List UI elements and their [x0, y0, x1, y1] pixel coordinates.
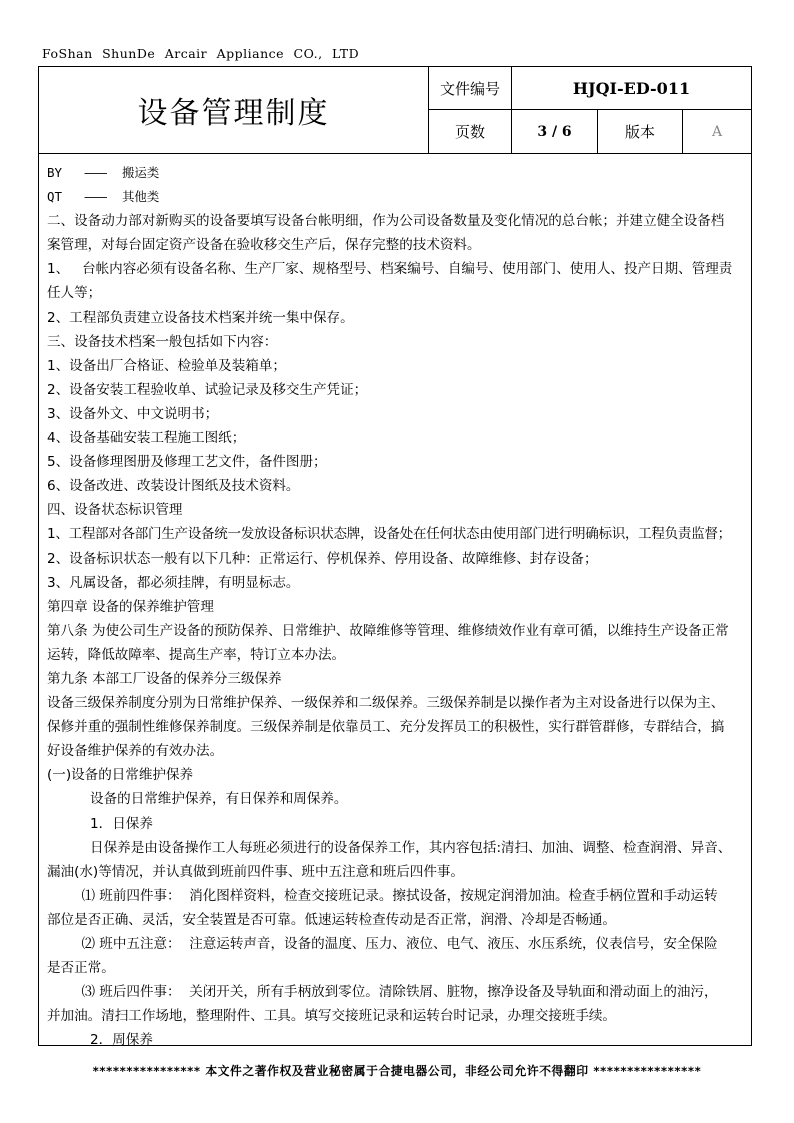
version-value: A	[711, 123, 723, 140]
body-line: 三、设备技术档案一般包括如下内容：	[47, 333, 278, 350]
body-line: 3、凡属设备，都必须挂牌，有明显标志。	[47, 574, 300, 591]
body-line: 2、设备安装工程验收单、试验记录及移交生产凭证；	[47, 381, 368, 398]
body-line: 是否正常。	[47, 960, 115, 977]
body-line: 并加油。清扫工作场地，整理附件、工具。填写交接班记录和运转台时记录，办理交接班手续。	[47, 1008, 616, 1025]
body-line: 设备的日常维护保养，有日保养和周保养。	[47, 791, 348, 808]
body-line: 日保养是由设备操作工人每班必须进行的设备保养工作，其内容包括:清扫、加油、调整、检查润滑、异音、	[47, 839, 732, 856]
body-line: 4、设备基础安装工程施工图纸；	[47, 430, 246, 447]
page-count-value: 3 / 6	[537, 123, 572, 140]
body-line: 2、设备标识状态一般有以下几种：正常运行、停机保养、停用设备、故障维修、封存设备；	[47, 550, 598, 567]
body-line: 二、设备动力部对新购买的设备要填写设备台帐明细，作为公司设备数量及变化情况的总台帐；并建立健全设备档	[47, 213, 725, 230]
body-line: 保修并重的强制性维修保养制度。三级保养制是依靠员工、充分发挥员工的积极性，实行群管群修，专群结合，搞	[47, 719, 725, 736]
body-line: 第九条 本部工厂设备的保养分三级保养	[47, 670, 282, 687]
body-line: ⑴ 班前四件事： 消化图样资料，检查交接班记录。擦拭设备，按规定润滑加油。检查手柄位置和手动运转	[47, 887, 718, 904]
body-line: 5、设备修理图册及修理工艺文件，备件图册；	[47, 454, 327, 471]
header-bottom-rule	[39, 153, 751, 154]
body-line: 6、设备改进、改装设计图纸及技术资料。	[47, 478, 300, 495]
body-line: 任人等；	[47, 285, 102, 302]
body-line: 第四章 设备的保养维护管理	[47, 598, 214, 615]
document-frame	[38, 66, 752, 1049]
body-line: 设备三级保养制度分别为日常维护保养、一级保养和二级保养。三级保养制是以操作者为主对设备进行以保为主、	[47, 695, 725, 712]
body-line: (一)设备的日常维护保养	[47, 767, 194, 784]
body-line: 3、设备外文、中文说明书；	[47, 405, 219, 422]
body-line: 四、设备状态标识管理	[47, 502, 183, 519]
body-line: 第八条 为使公司生产设备的预防保养、日常维护、故障维修等管理、维修绩效作业有章可循，以维持生产设备正常	[47, 622, 729, 639]
body-line: 1、工程部对各部门生产设备统一发放设备标识状态牌，设备处在任何状态由使用部门进行明确标识，工程负责监督；	[47, 526, 731, 543]
confidentiality-footer: **************** 本文件之著作权及营业秘密属于合捷电器公司，非经公司允许不得翻印 ****************	[92, 1064, 702, 1078]
body-line: ⑶ 班后四件事： 关闭开关，所有手柄放到零位。清除铁屑、脏物，擦净设备及导轨面和滑动面上的油污，	[47, 984, 718, 1001]
version-label: 版本	[624, 123, 655, 141]
body-line: 部位是否正确、灵活，安全装置是否可靠。低速运转检查传动是否正常，润滑、冷却是否畅通。	[47, 911, 616, 928]
body-line: 漏油(水)等情况，并认真做到班前四件事、班中五注意和班后四件事。	[47, 863, 464, 880]
body-line: BY ——— 搬运类	[47, 165, 160, 180]
page-count-label: 页数	[454, 123, 485, 141]
body-line: 2．周保养	[47, 1032, 153, 1049]
body-line: 1．日保养	[47, 815, 153, 832]
doc-number-value: HJQI-ED-011	[572, 78, 691, 98]
body-line: QT ——— 其他类	[47, 189, 160, 205]
document-body	[47, 161, 747, 1052]
body-line: 1、设备出厂合格证、检验单及装箱单；	[47, 357, 286, 374]
body-line: 2、工程部负责建立设备技术档案并统一集中保存。	[47, 309, 354, 326]
body-line: ⑵ 班中五注意： 注意运转声音，设备的温度、压力、液位、电气、液压、水压系统，仪表信号，安全保险	[47, 936, 718, 952]
body-line: 好设备维护保养的有效办法。	[47, 743, 224, 760]
document-title: 设备管理制度	[137, 96, 330, 131]
doc-number-label: 文件编号	[439, 79, 500, 98]
body-line: 运转，降低故障率、提高生产率，特订立本办法。	[47, 646, 346, 663]
body-line: 案管理，对每台固定资产设备在验收移交生产后，保存完整的技术资料。	[47, 237, 481, 254]
body-line: 1、 台帐内容必须有设备名称、生产厂家、规格型号、档案编号、自编号、使用部门、使用人、投产日期、管理责	[47, 261, 733, 278]
company-name: FoShan ShunDe Arcair Appliance CO., LTD	[42, 46, 360, 61]
